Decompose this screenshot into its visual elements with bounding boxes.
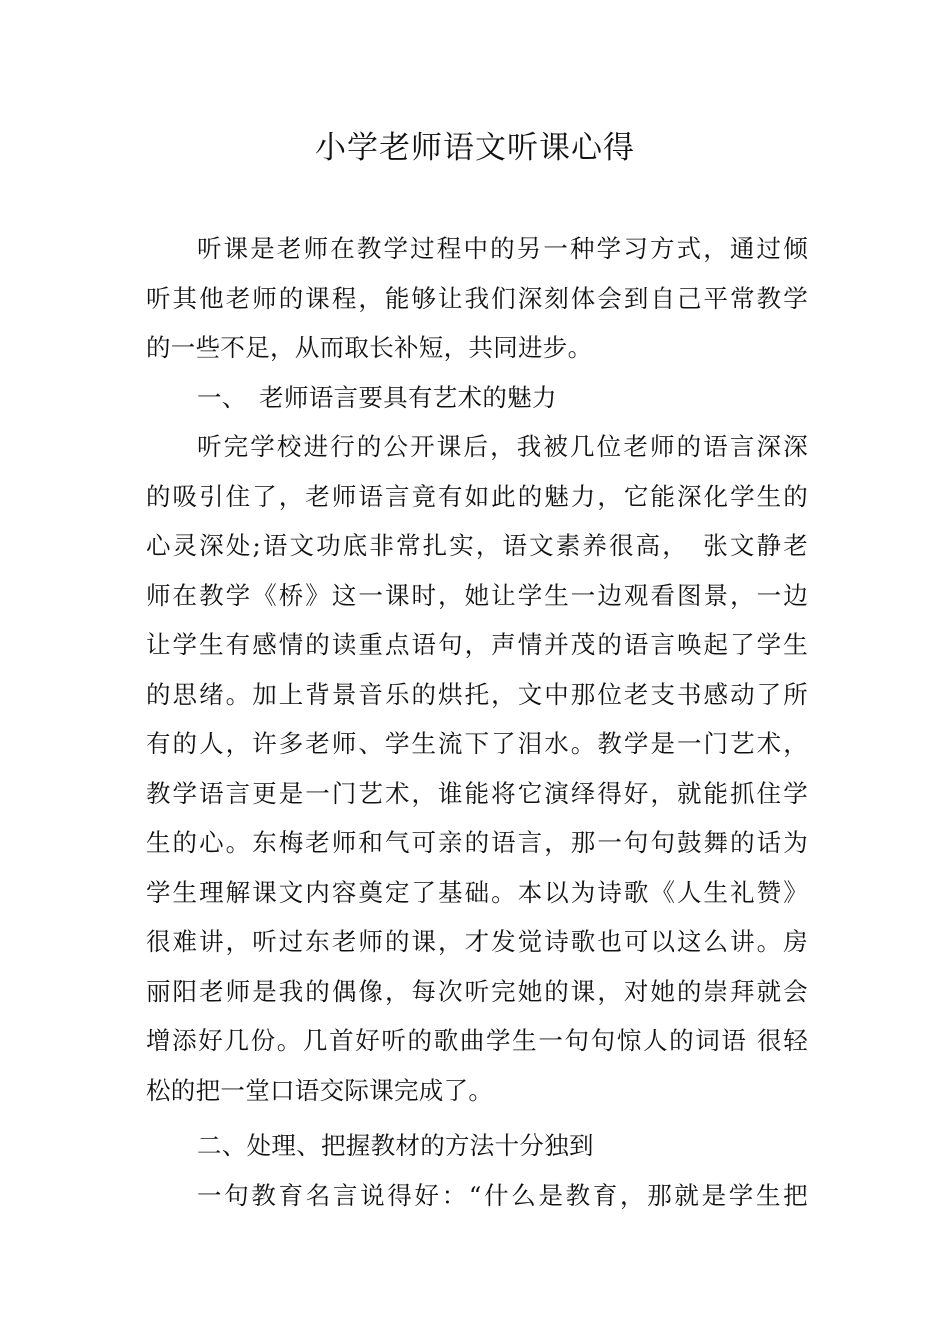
document-title: 小学老师语文听课心得 xyxy=(315,130,635,166)
paragraph-line: 听其他老师的课程，能够让我们深刻体会到自己平常教学 xyxy=(146,283,808,313)
paragraph-line: 让学生有感情的读重点语句，声情并茂的语言唤起了学生 xyxy=(146,630,808,659)
paragraph-line: 一句教育名言说得好：“什么是教育，那就是学生把 xyxy=(197,1180,808,1210)
paragraph-line: 学生理解课文内容奠定了基础。本以为诗歌《人生礼赞》 xyxy=(146,877,808,907)
paragraph-line: 很难讲，听过东老师的课，才发觉诗歌也可以这么讲。房 xyxy=(146,927,808,956)
paragraph-line: 有的人，许多老师、学生流下了泪水。教学是一门艺术， xyxy=(146,729,808,758)
paragraph-line: 松的把一堂口语交际课完成了。 xyxy=(146,1075,494,1105)
paragraph-line: 的吸引住了，老师语言竟有如此的魅力，它能深化学生的 xyxy=(146,481,808,511)
paragraph-line: 增添好几份。几首好听的歌曲学生一句句惊人的词语 很轻 xyxy=(146,1026,808,1055)
document-body xyxy=(146,224,808,1220)
paragraph-line: 教学语言更是一门艺术，谁能将它演绎得好，就能抓住学 xyxy=(146,778,808,808)
section-heading: 一、 老师语言要具有艺术的魅力 xyxy=(197,382,557,412)
paragraph-line: 师在教学《桥》这一课时，她让学生一边观看图景，一边 xyxy=(146,580,808,610)
paragraph-line: 的思绪。加上背景音乐的烘托，文中那位老支书感动了所 xyxy=(146,679,808,709)
paragraph-line: 心灵深处;语文功底非常扎实，语文素养很高， 张文静老 xyxy=(146,531,808,560)
paragraph-line: 丽阳老师是我的偶像，每次听完她的课，对她的崇拜就会 xyxy=(146,976,808,1006)
section-heading: 二、处理、把握教材的方法十分独到 xyxy=(197,1131,594,1160)
paragraph-line: 生的心。东梅老师和气可亲的语言，那一句句鼓舞的话为 xyxy=(146,828,808,857)
paragraph-line: 的一些不足，从而取长补短，共同进步。 xyxy=(146,333,593,362)
paragraph-line: 听完学校进行的公开课后，我被几位老师的语言深深 xyxy=(197,432,808,461)
paragraph-line: 听课是老师在教学过程中的另一种学习方式，通过倾 xyxy=(197,234,808,263)
